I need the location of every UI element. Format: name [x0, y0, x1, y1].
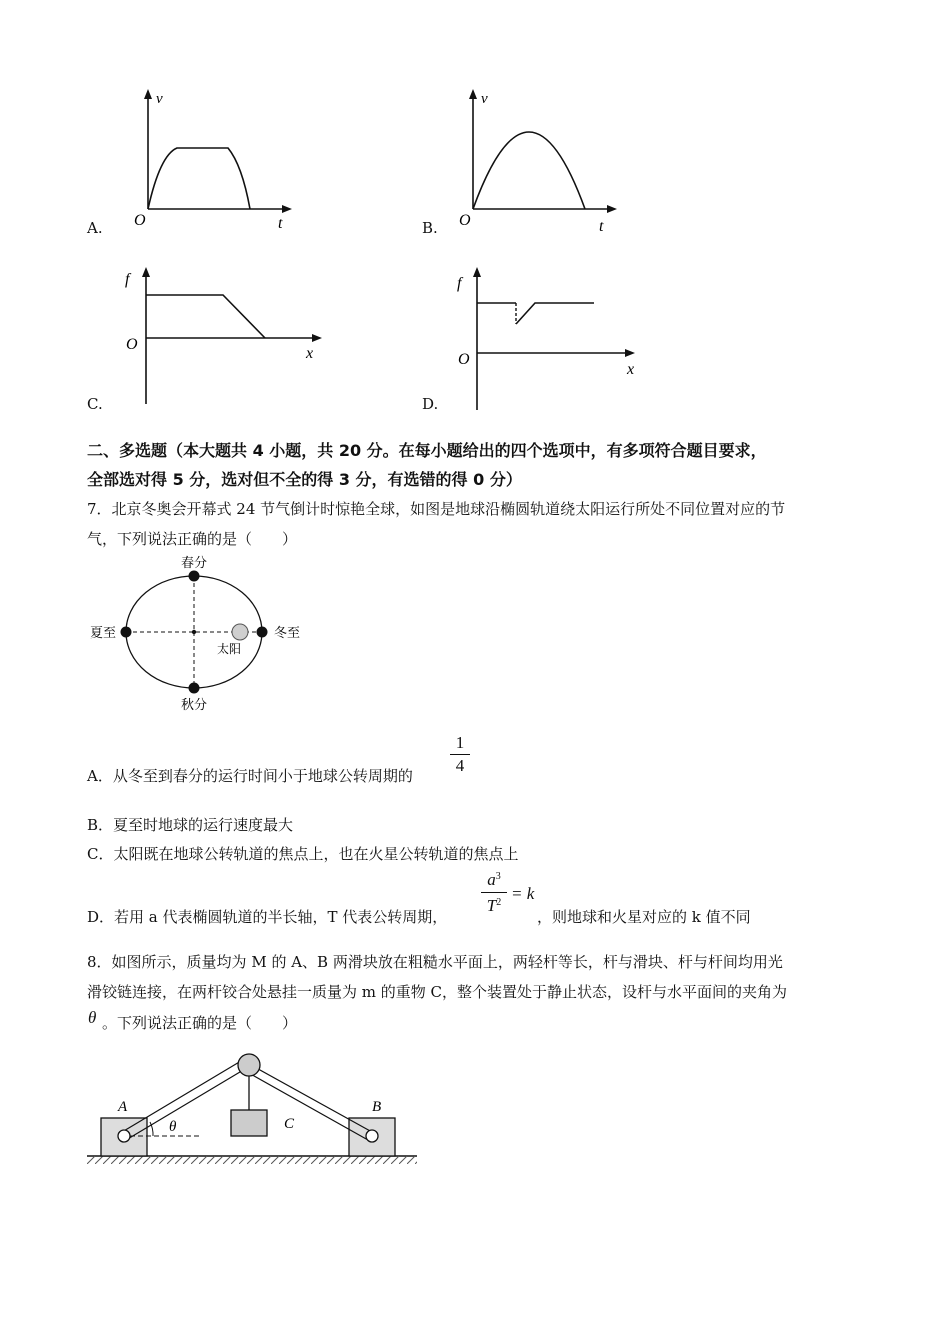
frac-numerator: 1: [450, 733, 470, 755]
q7-option-b: B．夏至时地球的运行速度最大: [87, 816, 294, 834]
weight-c: [231, 1110, 267, 1136]
earth-autumn-dot: [189, 683, 200, 694]
q7-option-d-prefix: D．若用 a 代表椭圆轨道的半长轴，T 代表公转周期，: [87, 908, 448, 926]
earth-spring-dot: [189, 571, 200, 582]
section-heading-line1: 二、多选题（本大题共 4 小题，共 20 分。在每小题给出的四个选项中，有多项符合题目要求，: [87, 441, 767, 460]
q7-stem-line1: 7．北京冬奥会开幕式 24 节气倒计时惊艳全球，如图是地球沿椭圆轨道绕太阳运行所处不同位置对应的节: [87, 500, 786, 518]
frac-denominator: 4: [455, 756, 465, 775]
label-theta: θ: [169, 1119, 177, 1135]
graph-b-x-label: t: [599, 218, 604, 235]
formula-denominator: T: [486, 896, 497, 915]
graph-a: [120, 85, 300, 235]
q7-option-a: A．从冬至到春分的运行时间小于地球公转周期的: [87, 767, 413, 785]
formula-den-exp: 2: [496, 897, 502, 908]
label-autumn: 秋分: [181, 697, 208, 712]
graph-c-y-label: f: [125, 271, 130, 288]
hinge-b: [366, 1130, 378, 1142]
q8-stem-line2: 滑铰链连接，在两杆铰合处悬挂一质量为 m 的重物 C，整个装置处于静止状态，设杆与水平面间的夹角为: [87, 983, 788, 1001]
graph-b-origin: O: [459, 212, 471, 229]
option-d-label: D.: [422, 395, 439, 413]
label-sun: 太阳: [217, 642, 242, 656]
graph-a-origin: O: [134, 212, 146, 229]
q7-orbit-figure: [87, 552, 317, 717]
graph-a-x-label: t: [278, 215, 283, 232]
graph-d-x-label: x: [627, 361, 635, 378]
earth-winter-dot: [257, 627, 268, 638]
label-b: B: [372, 1099, 382, 1115]
label-winter: 冬至: [274, 625, 301, 640]
label-spring: 春分: [181, 555, 208, 570]
sun-icon: [232, 624, 248, 640]
q8-stem-line1: 8．如图所示，质量均为 M 的 A、B 两滑块放在粗糙水平面上，两轻杆等长，杆与滑块、杆与杆间均用光: [87, 953, 783, 971]
q7-option-d-suffix: ，则地球和火星对应的 k 值不同: [537, 908, 751, 926]
option-b-label: B.: [422, 219, 438, 237]
q7-option-a-fraction: [450, 733, 470, 776]
graph-b-y-label: v: [481, 91, 488, 107]
q7-stem-line2: 气，下列说法正确的是（ ）: [87, 530, 298, 548]
section-heading-line2: 全部选对得 5 分，选对但不全的得 3 分，有选错的得 0 分）: [87, 470, 522, 489]
hinge-a: [118, 1130, 130, 1142]
q8-figure: [87, 1052, 422, 1172]
graph-c-origin: O: [126, 336, 138, 353]
label-summer: 夏至: [90, 625, 117, 640]
q7-formula: [477, 870, 545, 922]
graph-d: [452, 262, 652, 412]
formula-rhs: = k: [511, 884, 535, 903]
graph-d-origin: O: [458, 351, 470, 368]
q8-theta: θ: [88, 1008, 97, 1027]
option-c-label: C.: [87, 395, 103, 413]
option-a-label: A.: [87, 219, 103, 237]
label-a: A: [118, 1099, 128, 1115]
formula-num-exp: 3: [495, 871, 501, 882]
earth-summer-dot: [121, 627, 132, 638]
graph-b: [445, 85, 625, 235]
formula-numerator: a: [487, 870, 496, 889]
q7-option-c: C．太阳既在地球公转轨道的焦点上，也在火星公转轨道的焦点上: [87, 845, 519, 863]
graph-a-y-label: v: [156, 91, 163, 107]
graph-d-y-label: f: [457, 275, 462, 292]
label-c: C: [284, 1116, 295, 1132]
graph-c-x-label: x: [306, 345, 314, 362]
hinge-top: [238, 1054, 260, 1076]
q8-stem-line3: 。下列说法正确的是（ ）: [102, 1014, 298, 1032]
graph-c: [120, 262, 330, 412]
